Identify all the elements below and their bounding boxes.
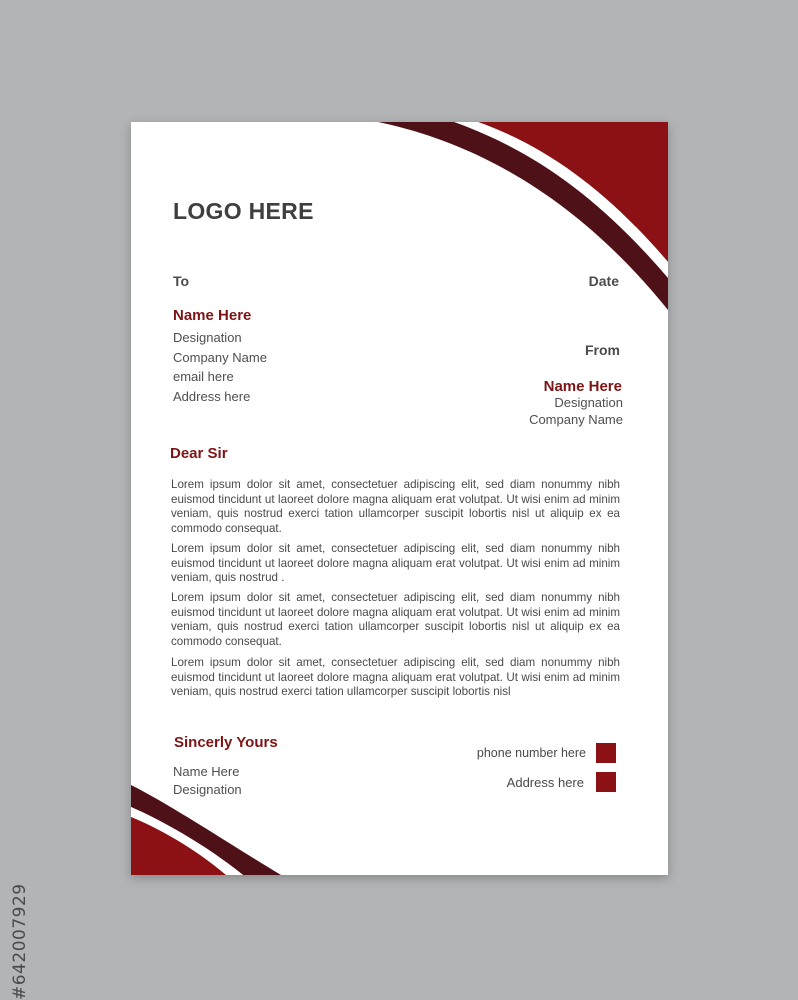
- phone-text: phone number here: [476, 746, 586, 760]
- recipient-company: Company Name: [173, 349, 267, 365]
- location-icon: [596, 772, 616, 792]
- from-label: From: [585, 342, 620, 358]
- letterhead-page: [131, 122, 668, 875]
- top-right-wave-decoration: [378, 122, 668, 312]
- signature-block: [173, 763, 242, 799]
- sender-designation: Designation: [554, 395, 623, 410]
- recipient-name: Name Here: [173, 307, 252, 324]
- signature-designation: Designation: [173, 782, 242, 797]
- body-paragraph: Lorem ipsum dolor sit amet, consectetuer adipiscing elit, sed diam nonummy nibh euismod tincidunt ut laoreet dolore magna aliquam erat volutpat. Ut wisi enim ad minim veniam, quis nostrud exerci tation ullamcorper suscipit lobortis nisl: [171, 656, 620, 699]
- to-label: To: [173, 273, 190, 289]
- signature-name: Name Here: [173, 764, 240, 779]
- phone-icon: [596, 743, 616, 763]
- sender-company: Company Name: [529, 411, 623, 427]
- address-contact-row: [507, 772, 616, 792]
- stock-id-watermark: #642007929: [10, 883, 30, 1000]
- recipient-designation: Designation: [173, 330, 242, 345]
- body-paragraph: Lorem ipsum dolor sit amet, consectetuer adipiscing elit, sed diam nonummy nibh euismod tincidunt ut laoreet dolore magna aliquam erat volutpat. Ut wisi enim ad minim veniam, quis nostrud .: [171, 542, 620, 585]
- body-paragraph: Lorem ipsum dolor sit amet, consectetuer adipiscing elit, sed diam nonummy nibh euismod tincidunt ut laoreet dolore magna aliquam erat volutpat. Ut wisi enim ad minim veniam, quis nostrud exerci tation ullamcorper suscipit lobortis nisl ut aliquip ex ea commodo consequat.: [171, 478, 620, 535]
- logo-placeholder: LOGO HERE: [173, 198, 314, 224]
- recipient-email: email here: [173, 369, 234, 384]
- sender-details: [529, 395, 623, 428]
- date-label: Date: [588, 273, 619, 289]
- address-text: Address here: [506, 774, 584, 790]
- salutation: Dear Sir: [170, 445, 228, 462]
- phone-contact-row: [477, 743, 616, 763]
- recipient-details: [173, 328, 267, 406]
- body-paragraph: Lorem ipsum dolor sit amet, consectetuer adipiscing elit, sed diam nonummy nibh euismod tincidunt ut laoreet dolore magna aliquam erat volutpat. Ut wisi enim ad minim veniam, quis nostrud exerci tation ullamcorper suscipit lobortis nisl ut aliquip ex ea commodo consequat.: [171, 591, 620, 648]
- sender-name: Name Here: [543, 378, 622, 395]
- recipient-address: Address here: [173, 388, 251, 404]
- closing-phrase: Sincerly Yours: [174, 734, 278, 751]
